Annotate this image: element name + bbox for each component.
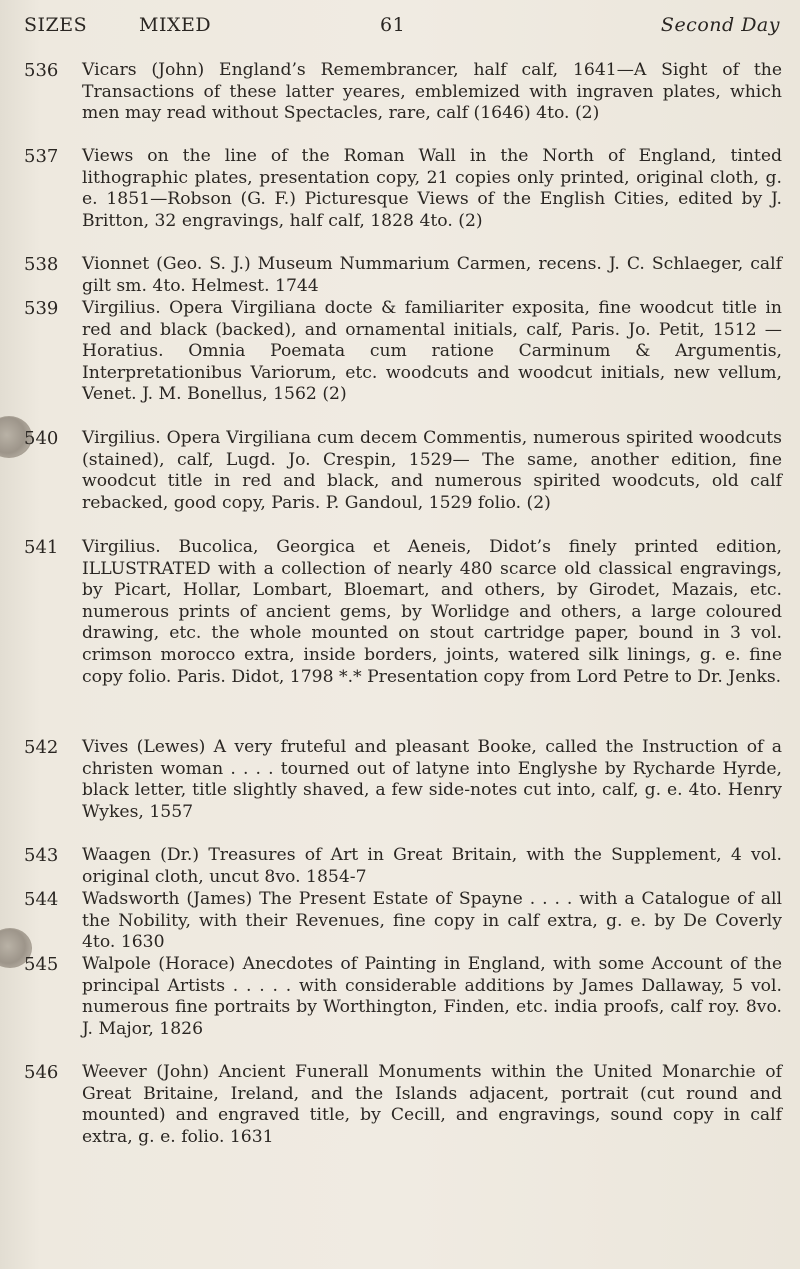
- header-mixed: MIXED: [139, 14, 212, 36]
- lot-description: Virgilius. Opera Virgiliana cum decem Commentis, numerous spirited woodcuts (stained), calf, Lugd. Jo. Crespin, 1529— The same, another edition, fine woodcut title in red and black, and numerous spirited woodcuts, old calf rebacked, good copy, Paris. P. Gandoul, 1529 folio. (2): [82, 428, 782, 513]
- lot-description: Weever (John) Ancient Funerall Monuments within the United Monarchie of Great Britaine, Ireland, and the Islands adjacent, portrait (cut round and mounted) and engraved title, by Cecill, and engravings, sound copy in calf extra, g. e. folio. 1631: [82, 1062, 782, 1147]
- lot-description: Vicars (John) England’s Remembrancer, half calf, 1641—A Sight of the Transactions of these latter yeares, emblemized with ingraven plates, which men may read without Spectacles, rare, calf (1646) 4to. (2): [82, 60, 782, 124]
- lot-number: 540: [24, 428, 59, 449]
- lot-number: 545: [24, 954, 59, 975]
- lot-number: 546: [24, 1062, 59, 1083]
- lot-entry: [24, 428, 782, 514]
- lot-entry: [24, 737, 782, 823]
- page-header: [24, 14, 780, 44]
- lot-description: Views on the line of the Roman Wall in the North of England, tinted lithographic plates, presentation copy, 21 copies only printed, original cloth, g. e. 1851—Robson (G. F.) Picturesque Views of the English Cities, edited by J. Britton, 32 engravings, half calf, 1828 4to. (2): [82, 146, 782, 231]
- lot-number: 536: [24, 60, 59, 81]
- lot-number: 544: [24, 889, 59, 910]
- lot-entry: [24, 146, 782, 232]
- lot-description: Vives (Lewes) A very fruteful and pleasant Booke, called the Instruction of a christen woman . . . . tourned out of latyne into Englyshe by Rycharde Hyrde, black letter, title slightly shaved, a few side-notes cut into, calf, g. e. 4to. Henry Wykes, 1557: [82, 737, 782, 822]
- header-sale-day: Second Day: [660, 14, 780, 36]
- lot-description: Virgilius. Opera Virgiliana docte & familiariter exposita, fine woodcut title in red and black (backed), and ornamental initials, calf, Paris. Jo. Petit, 1512 — Horatius. Omnia Poemata cum ratione Carminum & Argumentis, Interpretationibus Variorum, etc. woodcuts and woodcut initials, new vellum, Venet. J. M. Bonellus, 1562 (2): [82, 298, 782, 405]
- lot-description: Virgilius. Bucolica, Georgica et Aeneis, Didot’s finely printed edition, ILLUSTRATED with a collection of nearly 480 scarce old classical engravings, by Picart, Hollar, Lombart, Bloemart, and others, by Girodet, Mazais, etc. numerous prints of ancient gems, by Worlidge and others, a large coloured drawing, etc. the whole mounted on stout cartridge paper, bound in 3 vol. crimson morocco extra, inside borders, joints, watered silk linings, g. e. fine copy folio. Paris. Didot, 1798 *.* Presentation copy from Lord Petre to Dr. Jenks.: [82, 537, 782, 687]
- lot-entry: [24, 254, 782, 297]
- lot-number: 539: [24, 298, 59, 319]
- page-number: 61: [380, 14, 406, 36]
- lot-entry: [24, 1062, 782, 1148]
- lot-description: Vionnet (Geo. S. J.) Museum Nummarium Carmen, recens. J. C. Schlaeger, calf gilt sm. 4to. Helmest. 1744: [82, 254, 782, 296]
- lot-number: 541: [24, 537, 59, 558]
- lot-number: 538: [24, 254, 59, 275]
- lot-number: 537: [24, 146, 59, 167]
- lot-description: Walpole (Horace) Anecdotes of Painting in England, with some Account of the principal Artists . . . . . with considerable additions by James Dallaway, 5 vol. numerous fine portraits by Worthington, Finden, etc. india proofs, calf roy. 8vo. J. Major, 1826: [82, 954, 782, 1039]
- lot-entry: [24, 954, 782, 1040]
- lot-number: 542: [24, 737, 59, 758]
- header-sizes: SIZES: [24, 14, 88, 36]
- lot-description: Wadsworth (James) The Present Estate of Spayne . . . . with a Catalogue of all the Nobility, with their Revenues, fine copy in calf extra, g. e. by De Coverly 4to. 1630: [82, 889, 782, 953]
- lot-entry: [24, 298, 782, 406]
- lot-entry: [24, 537, 782, 688]
- lot-entry: [24, 60, 782, 125]
- lot-entry: [24, 845, 782, 888]
- lot-description: Waagen (Dr.) Treasures of Art in Great Britain, with the Supplement, 4 vol. original cloth, uncut 8vo. 1854-7: [82, 845, 782, 887]
- lot-entry: [24, 889, 782, 954]
- lot-number: 543: [24, 845, 59, 866]
